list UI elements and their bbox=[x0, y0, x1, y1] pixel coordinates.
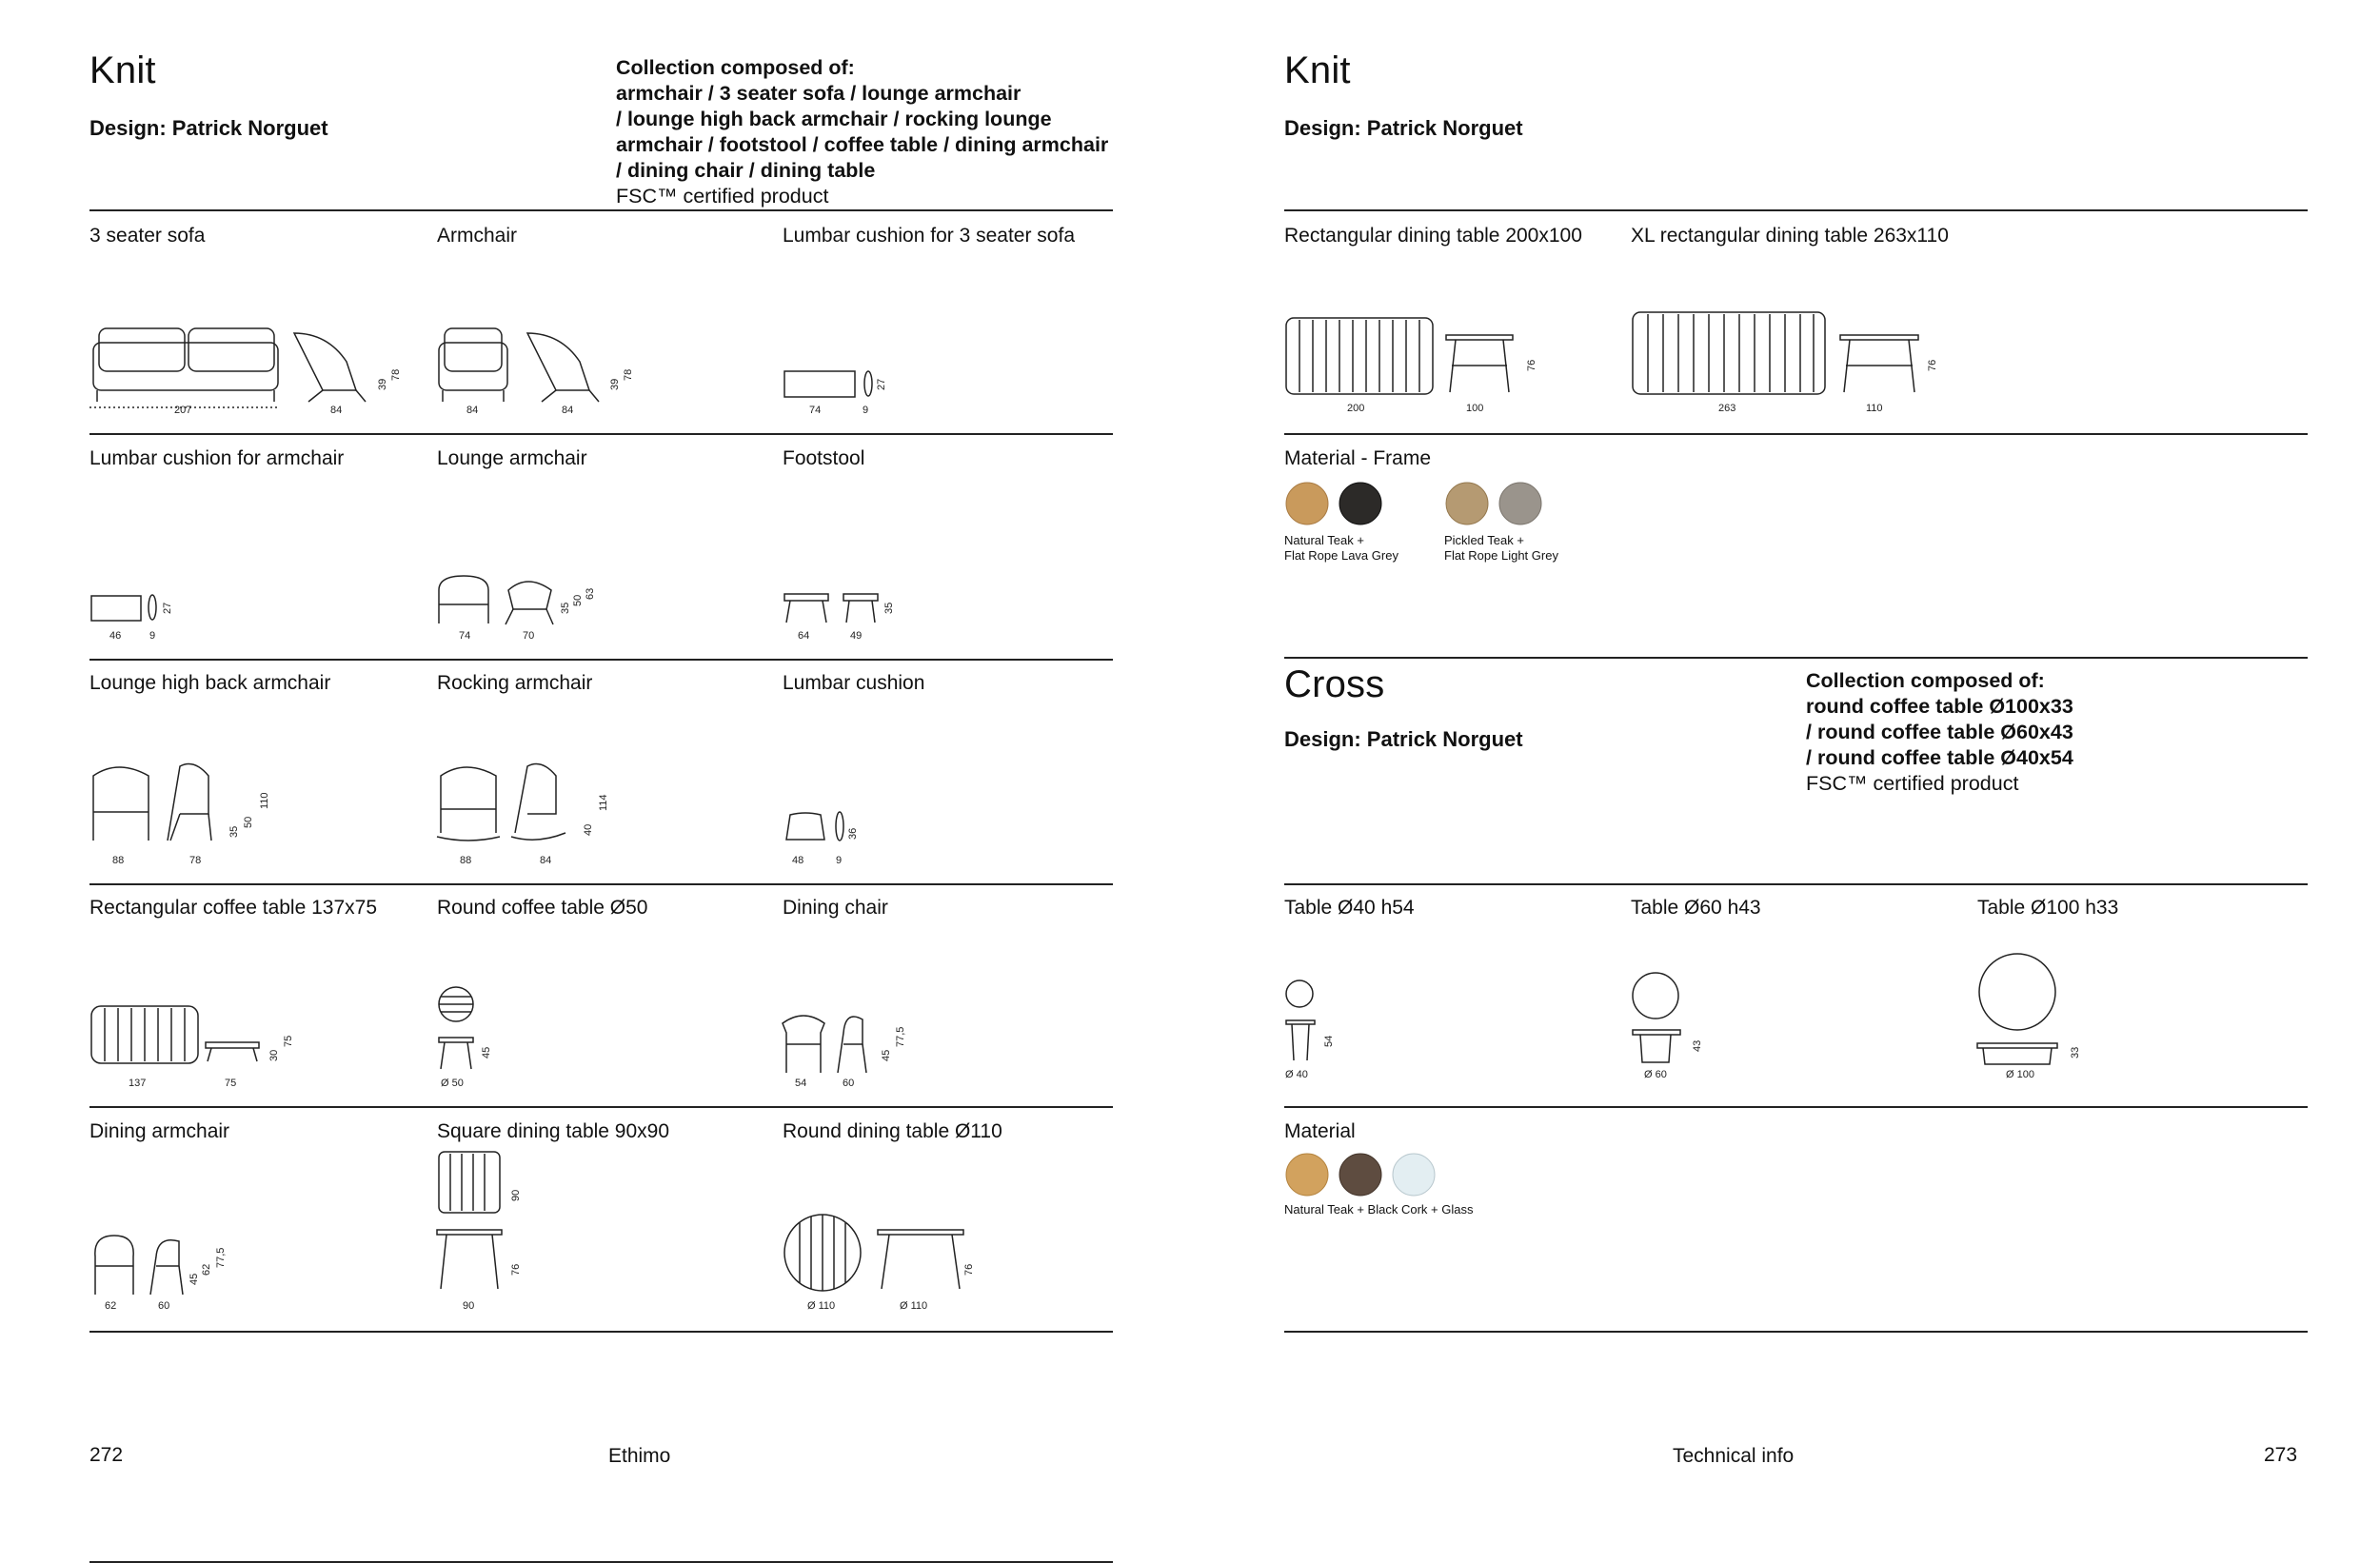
dim-label: 100 bbox=[1466, 403, 1484, 414]
divider bbox=[1284, 1106, 2308, 1108]
dim-label: 110 bbox=[1866, 403, 1883, 414]
footer-brand: Ethimo bbox=[608, 1445, 671, 1467]
dim-label: 207 bbox=[174, 405, 192, 416]
dim-label: 76 bbox=[510, 1263, 522, 1276]
dim-label: 78 bbox=[189, 855, 202, 866]
cross-material-swatches bbox=[1284, 1152, 1446, 1199]
dim-label: 90 bbox=[463, 1300, 475, 1312]
product-label: Table Ø40 h54 bbox=[1284, 897, 1415, 919]
collection-line: armchair / footstool / coffee table / dining armchair bbox=[616, 133, 1109, 156]
swatch-natural-teak bbox=[1284, 481, 1389, 528]
divider bbox=[89, 1106, 1113, 1108]
dim-label: 30 bbox=[268, 1049, 280, 1061]
product-label: Lounge high back armchair bbox=[89, 672, 331, 694]
product-label: Round coffee table Ø50 bbox=[437, 897, 648, 919]
dim-label: 88 bbox=[112, 855, 125, 866]
product-label: XL rectangular dining table 263x110 bbox=[1631, 225, 1949, 247]
footer-section: Technical info bbox=[1673, 1445, 1795, 1467]
dim-label: 76 bbox=[1927, 359, 1938, 371]
material-label: Material - Frame bbox=[1284, 447, 1432, 469]
dim-label: 78 bbox=[390, 368, 402, 381]
collection-line: / lounge high back armchair / rocking lounge bbox=[616, 108, 1052, 130]
swatch-caption-line: Flat Rope Lava Grey bbox=[1284, 548, 1398, 563]
left-designer: Design: Patrick Norguet bbox=[89, 116, 328, 140]
square-dining-table-drawing bbox=[437, 1150, 513, 1293]
dim-label: 48 bbox=[792, 855, 804, 866]
dim-label: 70 bbox=[523, 630, 535, 642]
footstool-drawing bbox=[783, 590, 897, 628]
dim-label: 45 bbox=[481, 1046, 492, 1058]
product-label: Dining chair bbox=[783, 897, 888, 919]
dim-label: 76 bbox=[963, 1263, 975, 1276]
page-number-right: 273 bbox=[2264, 1444, 2298, 1466]
rect-dining-table-drawing bbox=[1284, 316, 1532, 402]
sofa-drawing bbox=[89, 324, 404, 409]
left-collection bbox=[616, 55, 1111, 209]
swatch-caption-line: Natural Teak + bbox=[1284, 533, 1364, 547]
dim-label: 263 bbox=[1718, 403, 1736, 414]
dim-label: 84 bbox=[540, 855, 552, 866]
product-label: Armchair bbox=[437, 225, 518, 247]
dim-label: 40 bbox=[583, 823, 594, 836]
dim-label: 9 bbox=[149, 630, 156, 642]
round-dining-table-drawing bbox=[783, 1209, 982, 1299]
collection-line: / dining chair / dining table bbox=[616, 159, 876, 182]
cross-table-40-drawing bbox=[1284, 979, 1341, 1064]
dim-label: 46 bbox=[109, 630, 122, 642]
dim-label: 9 bbox=[863, 405, 869, 416]
divider bbox=[89, 209, 1113, 211]
dim-label: 39 bbox=[609, 378, 621, 390]
dim-label: 36 bbox=[847, 827, 859, 840]
product-label: Table Ø100 h33 bbox=[1977, 897, 2119, 919]
cross-table-60-drawing bbox=[1631, 971, 1707, 1066]
dim-label: 35 bbox=[560, 602, 571, 614]
swatch-caption-line: Flat Rope Light Grey bbox=[1444, 548, 1558, 563]
swatch-pickled-teak bbox=[1444, 481, 1549, 528]
collection-heading: Collection composed of: bbox=[616, 56, 855, 79]
dim-label: 78 bbox=[623, 368, 634, 381]
certification: FSC™ certified product bbox=[616, 185, 829, 208]
dim-label: 33 bbox=[2070, 1046, 2081, 1058]
dim-label: 63 bbox=[585, 587, 596, 600]
dim-label: 114 bbox=[598, 794, 609, 811]
divider bbox=[89, 1331, 1113, 1333]
product-label: 3 seater sofa bbox=[89, 225, 206, 247]
left-page-title: Knit bbox=[89, 49, 156, 91]
dim-label: 76 bbox=[1526, 359, 1537, 371]
dining-chair-drawing bbox=[783, 1004, 887, 1076]
dim-label: 54 bbox=[1323, 1035, 1335, 1047]
dim-label: Ø 110 bbox=[807, 1300, 836, 1312]
dim-label: 75 bbox=[283, 1035, 294, 1047]
dim-label: 50 bbox=[243, 816, 254, 828]
product-label: Footstool bbox=[783, 447, 865, 469]
dim-label: 84 bbox=[330, 405, 343, 416]
product-label: Lumbar cushion for armchair bbox=[89, 447, 345, 469]
lounge-armchair-drawing bbox=[437, 571, 589, 628]
dim-label: Ø 100 bbox=[2006, 1069, 2034, 1080]
divider bbox=[89, 883, 1113, 885]
divider bbox=[89, 433, 1113, 435]
xl-dining-table-drawing bbox=[1631, 310, 1945, 401]
dim-label: 84 bbox=[562, 405, 574, 416]
divider bbox=[1284, 209, 2308, 211]
collection-line: / round coffee table Ø40x54 bbox=[1806, 746, 2073, 769]
swatch-caption: Natural Teak + Black Cork + Glass bbox=[1284, 1202, 1474, 1217]
dim-label: Ø 110 bbox=[900, 1300, 928, 1312]
product-label: Rectangular dining table 200x100 bbox=[1284, 225, 1582, 247]
collection-line: round coffee table Ø100x33 bbox=[1806, 695, 2073, 718]
product-label: Lumbar cushion for 3 seater sofa bbox=[783, 225, 1076, 247]
dim-label: 77,5 bbox=[215, 1247, 227, 1268]
dim-label: 62 bbox=[201, 1263, 212, 1276]
divider bbox=[1284, 657, 2308, 659]
divider bbox=[1284, 883, 2308, 885]
dim-label: 45 bbox=[188, 1273, 200, 1285]
product-label: Dining armchair bbox=[89, 1120, 230, 1142]
high-back-armchair-drawing bbox=[89, 757, 242, 847]
dim-label: 137 bbox=[129, 1078, 147, 1089]
dim-label: 45 bbox=[881, 1049, 892, 1061]
dim-label: 75 bbox=[225, 1078, 237, 1089]
dim-label: 43 bbox=[1692, 1039, 1703, 1052]
divider bbox=[1284, 433, 2308, 435]
dim-label: 60 bbox=[843, 1078, 855, 1089]
dim-label: 35 bbox=[883, 602, 895, 614]
product-label: Round dining table Ø110 bbox=[783, 1120, 1002, 1142]
collection-line: armchair / 3 seater sofa / lounge armchair bbox=[616, 82, 1021, 105]
right-designer: Design: Patrick Norguet bbox=[1284, 116, 1523, 140]
divider bbox=[1284, 1331, 2308, 1333]
right-page-title: Knit bbox=[1284, 49, 1351, 91]
divider bbox=[89, 659, 1113, 661]
collection-line: / round coffee table Ø60x43 bbox=[1806, 721, 2073, 743]
cross-designer: Design: Patrick Norguet bbox=[1284, 727, 1523, 751]
dim-label: 84 bbox=[466, 405, 479, 416]
dining-armchair-drawing bbox=[89, 1228, 194, 1299]
dim-label: 27 bbox=[876, 378, 887, 390]
product-label: Lounge armchair bbox=[437, 447, 587, 469]
page-number-left: 272 bbox=[89, 1444, 124, 1466]
dim-label: 62 bbox=[105, 1300, 117, 1312]
dim-label: 110 bbox=[259, 792, 270, 809]
armchair-drawing bbox=[437, 324, 646, 409]
dim-label: 39 bbox=[377, 378, 388, 390]
dim-label: 74 bbox=[459, 630, 471, 642]
product-label: Rectangular coffee table 137x75 bbox=[89, 897, 377, 919]
dim-label: 27 bbox=[162, 602, 173, 614]
swatch-caption-line: Pickled Teak + bbox=[1444, 533, 1524, 547]
collection-heading: Collection composed of: bbox=[1806, 669, 2045, 692]
cross-table-100-drawing bbox=[1977, 952, 2082, 1066]
material-label: Material bbox=[1284, 1120, 1356, 1142]
certification: FSC™ certified product bbox=[1806, 772, 2019, 795]
dim-label: Ø 50 bbox=[441, 1078, 464, 1089]
dim-label: 49 bbox=[850, 630, 863, 642]
swatch-caption bbox=[1444, 533, 1558, 564]
dim-label: 77,5 bbox=[895, 1026, 906, 1047]
dim-label: 88 bbox=[460, 855, 472, 866]
dim-label: 35 bbox=[228, 825, 240, 838]
dim-label: Ø 60 bbox=[1644, 1069, 1667, 1080]
product-label: Table Ø60 h43 bbox=[1631, 897, 1761, 919]
dim-label: 50 bbox=[572, 594, 584, 606]
swatch-caption bbox=[1284, 533, 1398, 564]
product-label: Rocking armchair bbox=[437, 672, 593, 694]
dim-label: 90 bbox=[510, 1189, 522, 1201]
dim-label: 200 bbox=[1347, 403, 1365, 414]
dim-label: 64 bbox=[798, 630, 810, 642]
dim-label: 60 bbox=[158, 1300, 170, 1312]
coffee-table-drawing bbox=[89, 1004, 280, 1071]
dim-label: 54 bbox=[795, 1078, 807, 1089]
cross-collection bbox=[1806, 668, 2206, 797]
dim-label: 74 bbox=[809, 405, 822, 416]
cross-title: Cross bbox=[1284, 663, 1385, 705]
product-label: Square dining table 90x90 bbox=[437, 1120, 670, 1142]
product-label: Lumbar cushion bbox=[783, 672, 925, 694]
dim-label: 9 bbox=[836, 855, 843, 866]
dim-label: Ø 40 bbox=[1285, 1069, 1308, 1080]
